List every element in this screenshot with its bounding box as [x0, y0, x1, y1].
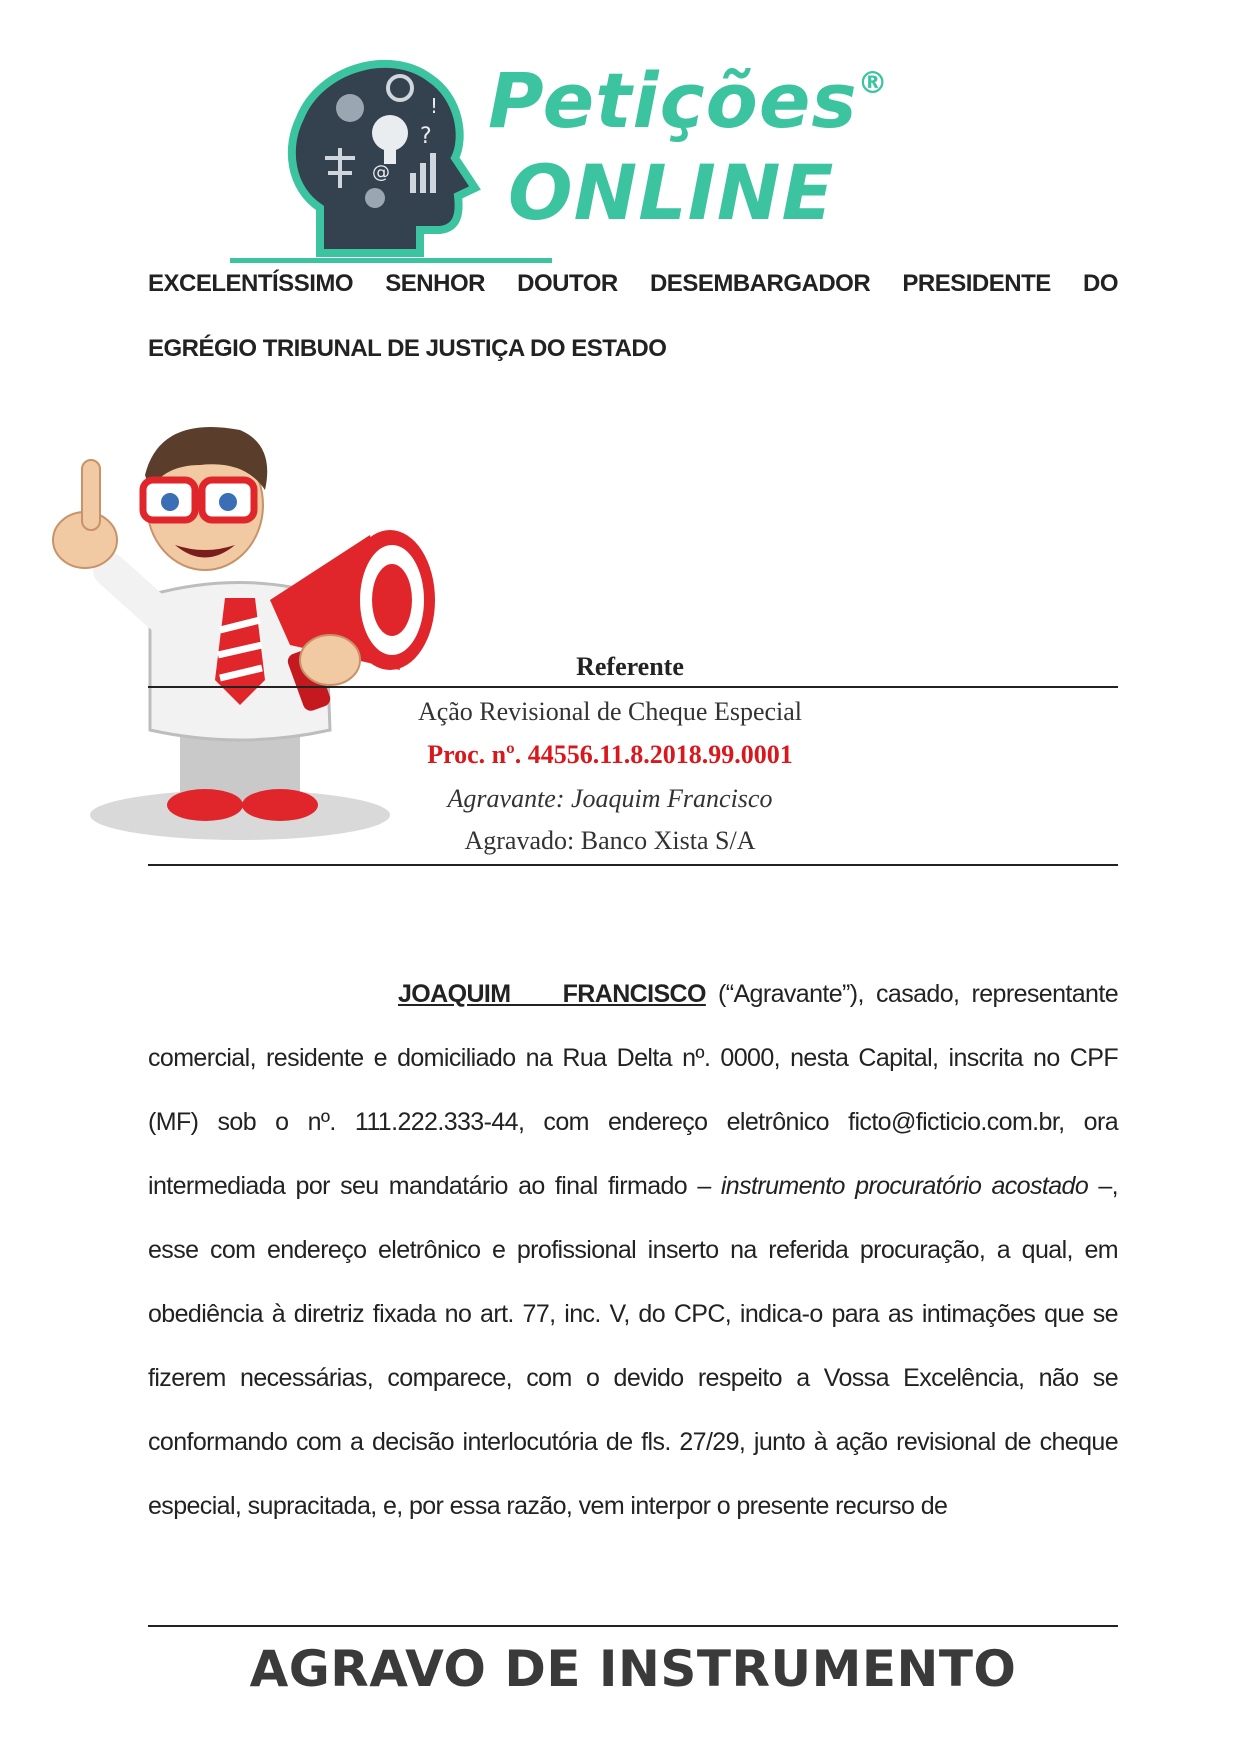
reference-bottom-rule — [148, 864, 1118, 866]
reference-process-number: Proc. nº. 44556.11.8.2018.99.0001 — [427, 740, 793, 769]
addressee-line-1: EXCELENTÍSSIMO SENHOR DOUTOR DESEMBARGADOR PRESIDENTE DO — [148, 270, 1118, 297]
document-type-title: AGRAVO DE INSTRUMENTO — [249, 1640, 1017, 1698]
logo — [230, 48, 889, 263]
svg-text:@: @ — [372, 162, 390, 183]
reference-appellant: Agravante: Joaquim Francisco — [447, 784, 773, 813]
addressee-line-2: EGRÉGIO TRIBUNAL DE JUSTIÇA DO ESTADO — [148, 335, 667, 362]
logo-underline — [230, 258, 552, 263]
reference-top-rule — [148, 686, 1118, 688]
final-title-rule — [148, 1625, 1118, 1627]
logo-title-line1: Petições® — [488, 56, 889, 145]
party-name: JOAQUIM FRANCISCO — [398, 980, 706, 1008]
logo-title-line2: ONLINE — [508, 148, 835, 237]
paragraph-start: (“Agravante”), casado, representante comercial, residente e domiciliado na Rua Delta nº. 0000, nesta Capital, inscrita no CPF (MF) sob o nº. 111.222.333-44, com endereço eletrônico ficto@ficticio.com.br, ora intermediada por seu mandatário ao final firmado – — [148, 980, 1119, 1200]
head-gears-icon — [280, 48, 490, 263]
paragraph-italic: instrumento procuratório acostado — [720, 1172, 1089, 1200]
svg-text:!: ! — [430, 94, 439, 118]
paragraph-end: –, esse com endereço eletrônico e profissional inserto na referida procuração, a qual, em obediência à diretriz fixada no art. 77, inc. V, do CPC, indica-o para as intimações que se fizerem necessárias, comparece, com o devido respeito a Vossa Excelência, não se conformando com a decisão interlocutória de fls. 27/29, junto à ação revisional de cheque especial, supracitada, e, por essa razão, vem interpor o presente recurso de — [148, 1172, 1118, 1520]
reference-appellee: Agravado: Banco Xista S/A — [464, 826, 756, 855]
petition-paragraph — [148, 962, 1118, 1538]
svg-text:?: ? — [420, 124, 432, 149]
reference-title: Referente — [576, 652, 684, 681]
reference-action: Ação Revisional de Cheque Especial — [417, 697, 803, 726]
